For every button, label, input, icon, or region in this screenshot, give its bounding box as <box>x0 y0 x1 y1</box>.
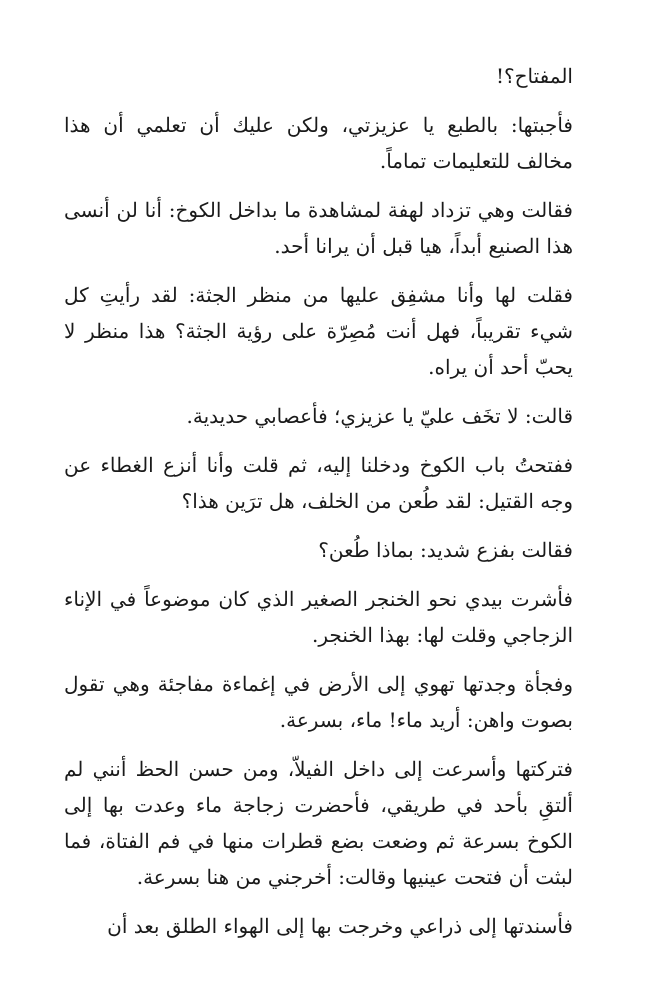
paragraph-2: فأجبتها: بالطبع يا عزيزتي، ولكن عليك أن تعلمي أن هذا مخالف للتعليمات تماماً. <box>64 113 573 173</box>
paragraph-8: فأشرت بيدي نحو الخنجر الصغير الذي كان موضوعاً في الإناء الزجاجي وقلت لها: بهذا الخنجر. <box>64 587 573 647</box>
paragraph-10: فتركتها وأسرعت إلى داخل الفيلاّ، ومن حسن الحظ أنني لم ألتقِ بأحد في طريقي، فأحضرت زجاجة ماء وعدت بها إلى الكوخ بسرعة ثم وضعت بضع قطرات منها في فم الفتاة، فما لبثت أن فتحت عينيها وقالت: أخرجني من هنا بسرعة. <box>64 757 573 889</box>
paragraph-1: المفتاح؟! <box>495 64 573 88</box>
paragraph-4: فقلت لها وأنا مشفِق عليها من منظر الجثة: لقد رأيتِ كل شيء تقريباً، فهل أنت مُصِرّة على رؤية الجثة؟ هذا منظر لا يحبّ أحد أن يراه. <box>64 283 573 379</box>
book-page <box>64 58 591 957</box>
paragraph-3: فقالت وهي تزداد لهفة لمشاهدة ما بداخل الكوخ: أنا لن أنسى هذا الصنيع أبداً، هيا قبل أن يرانا أحد. <box>64 198 573 258</box>
paragraph-9: وفجأة وجدتها تهوي إلى الأرض في إغماءة مفاجئة وهي تقول بصوت واهن: أريد ماء! ماء، بسرعة. <box>64 672 573 732</box>
paragraph-5: قالت: لا تخَف عليّ يا عزيزي؛ فأعصابي حديدية. <box>186 404 573 428</box>
paragraph-7: فقالت بفزع شديد: بماذا طُعن؟ <box>318 538 573 562</box>
paragraph-6: ففتحتُ باب الكوخ ودخلنا إليه، ثم قلت وأنا أنزع الغطاء عن وجه القتيل: لقد طُعن من الخلف، هل ترَين هذا؟ <box>64 453 573 513</box>
paragraph-11: فأسندتها إلى ذراعي وخرجت بها إلى الهواء الطلق بعد أن <box>107 914 573 938</box>
